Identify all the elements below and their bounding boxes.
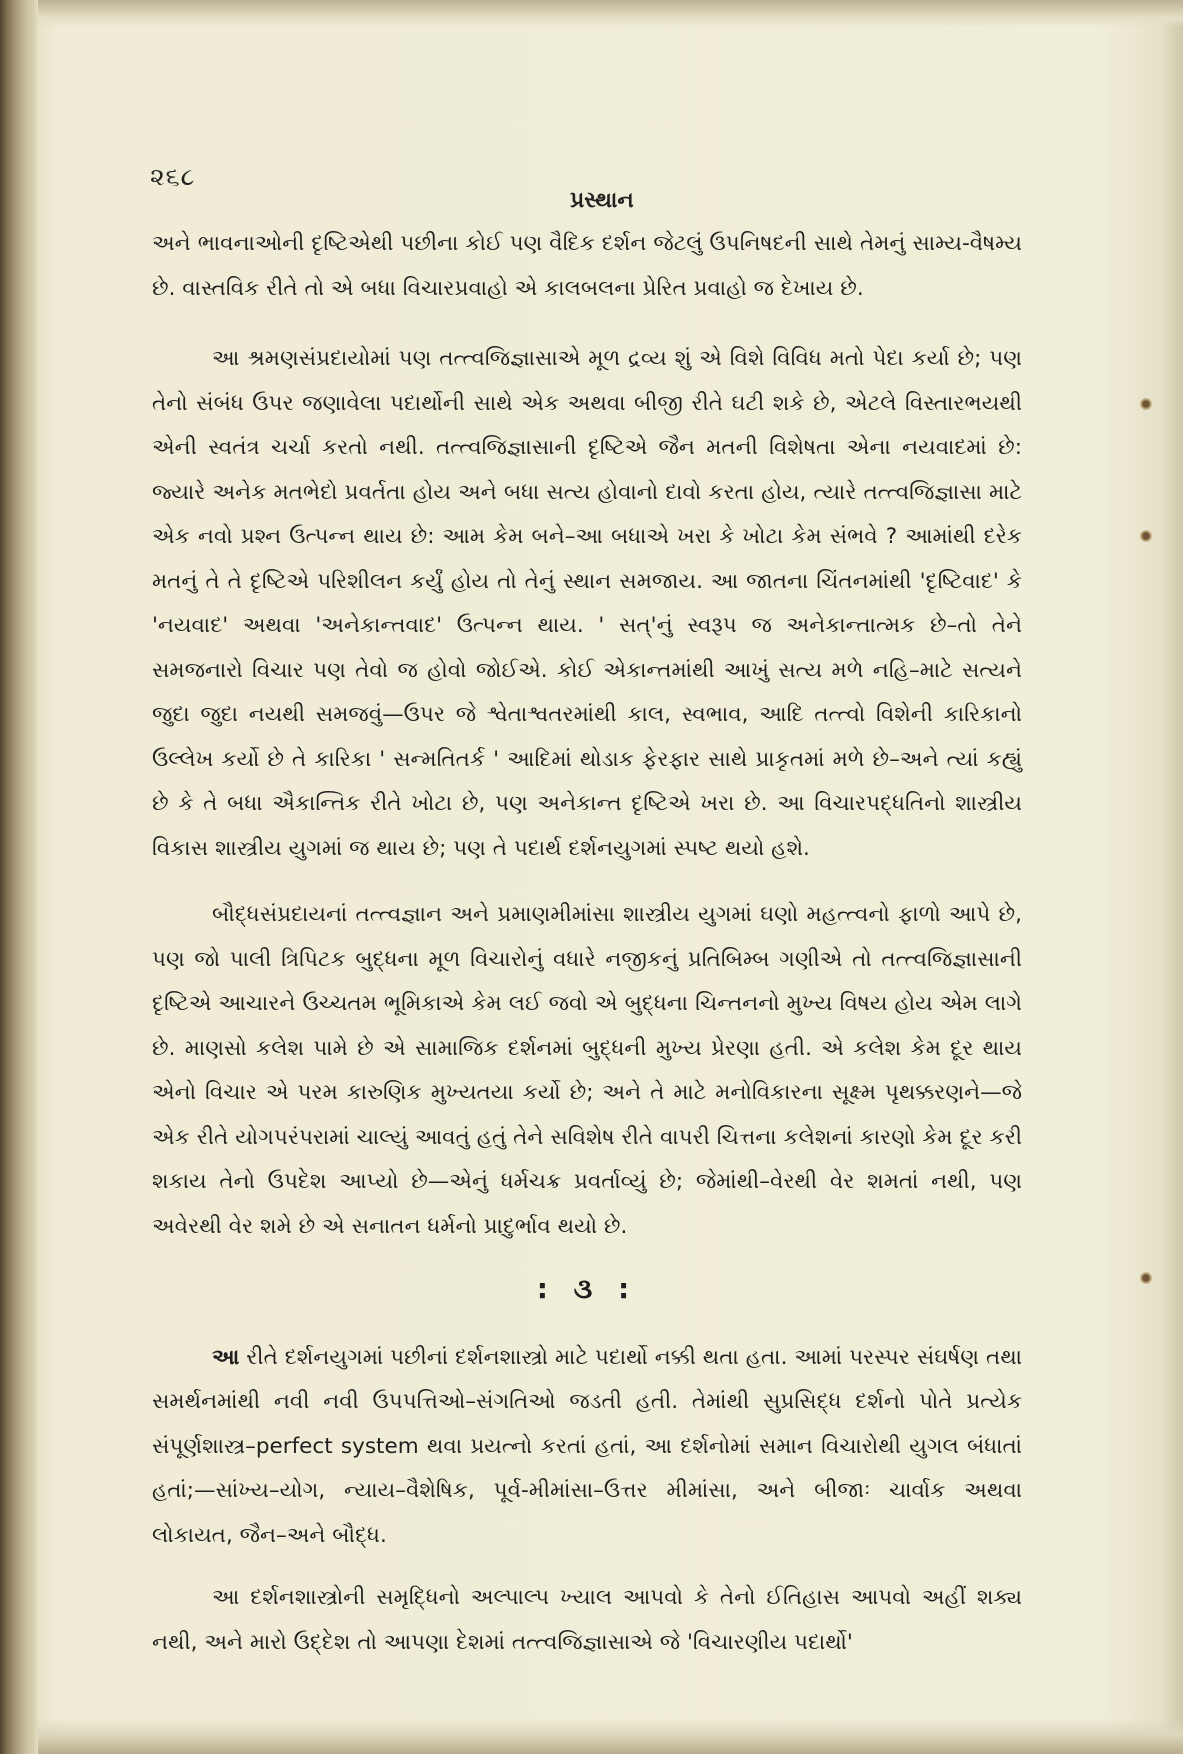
- binding-hole: [1140, 530, 1152, 542]
- paragraph-4: [152, 1336, 1022, 1559]
- binding-hole: [1140, 1272, 1152, 1284]
- page-bottom-edge: [38, 1718, 1183, 1754]
- paragraph-1: અને ભાવનાઓની દૃષ્ટિએથી પછીના કોઈ પણ વૈદિક દર્શન જેટલું ઉપનિષદની સાથે તેમનું સામ્ય-વૈષમ્ય છે. વાસ્તવિક રીતે તો એ બધા વિચારપ્રવાહો એ કાલબલના પ્રેરિત પ્રવાહો જ દેખાય છે.: [152, 231, 1022, 301]
- paragraph-2: આ શ્રમણસંપ્રદાયોમાં પણ તત્ત્વજિજ્ઞાસાએ મૂળ દ્રવ્ય શું એ વિશે વિવિધ મતો પેદા કર્યા છે; પણ તેનો સંબંધ ઉપર જણાવેલા પદાર્થોની સાથે એક અથવા બીજી રીતે ઘટી શકે છે, એટલે વિસ્તારભયથી એની સ્વતંત્ર ચર્ચા કરતો નથી. તત્ત્વજિજ્ઞાસાની દૃષ્ટિએ જૈન મતની વિશેષતા એના નયવાદમાં છે: જ્યારે અનેક મતભેદો પ્રવર્તતા હોય અને બધા સત્ય હોવાનો દાવો કરતા હોય, ત્યારે તત્ત્વજિજ્ઞાસા માટે એક નવો પ્રશ્ન ઉત્પન્ન થાય છે: આમ કેમ બને–આ બધાએ ખરા કે ખોટા કેમ સંભવે ? આમાંથી દરેક મતનું તે તે દૃષ્ટિએ પરિશીલન કર્યું હોય તો તેનું સ્થાન સમજાય. આ જાતના ચિંતનમાંથી 'દૃષ્ટિવાદ' કે 'નયવાદ' અથવા 'અનેકાન્તવાદ' ઉત્પન્ન થાય. ' સત્'નું સ્વરૂપ જ અનેકાન્તાત્મક છે–તો તેને સમજનારો વિચાર પણ તેવો જ હોવો જોઈએ. કોઈ એકાન્તમાંથી આખું સત્ય મળે નહિ–માટે સત્યને જુદા જુદા નયથી સમજવું—ઉપર જે શ્વેતાશ્વતરમાંથી કાલ, સ્વભાવ, આદિ તત્ત્વો વિશેની કારિકાનો ઉલ્લેખ કર્યો છે તે કારિકા ' સન્મતિતર્ક ' આદિમાં થોડાક ફેરફાર સાથે પ્રાકૃતમાં મળે છે–અને ત્યાં કહ્યું છે કે તે બધા ઐકાન્તિક રીતે ખોટા છે, પણ અનેકાન્ત દૃષ્ટિએ ખરા છે. આ વિચારપદ્ધતિનો શાસ્ત્રીય વિકાસ શાસ્ત્રીય યુગમાં જ થાય છે; પણ તે પદાર્થ દર્શનયુગમાં સ્પષ્ટ થયો હશે.: [152, 346, 1022, 861]
- running-head: પ્રસ્થાન: [570, 188, 634, 213]
- paragraph-5: આ દર્શનશાસ્ત્રોની સમૃદ્ધિનો અલ્પાલ્પ ખ્યાલ આપવો કે તેનો ઈતિહાસ આપવો અહીં શક્ય નથી, અને મારો ઉદ્દેશ તો આપણા દેશમાં તત્ત્વજિજ્ઞાસાએ જે 'વિચારણીય પદાર્થો': [152, 1585, 1022, 1655]
- page-number: ૨૬૮: [150, 162, 196, 191]
- page-top-edge: [38, 0, 1183, 28]
- paragraph-4-lead: આ: [212, 1344, 240, 1370]
- paragraph-3: બૌદ્ધસંપ્રદાયનાં તત્ત્વજ્ઞાન અને પ્રમાણમીમાંસા શાસ્ત્રીય યુગમાં ઘણો મહત્ત્વનો ફાળો આપે છે, પણ જો પાલી ત્રિપિટક બુદ્ધના મૂળ વિચારોનું વધારે નજીકનું પ્રતિબિમ્બ ગણીએ તો તત્ત્વજિજ્ઞાસાની દૃષ્ટિએ આચારને ઉચ્ચતમ ભૂમિકાએ કેમ લઈ જવો એ બુદ્ધના ચિન્તનનો મુખ્ય વિષય હોય એમ લાગે છે. માણસો કલેશ પામે છે એ સામાજિક દર્શનમાં બુદ્ધની મુખ્ય પ્રેરણા હતી. એ કલેશ કેમ દૂર થાય એનો વિચાર એ પરમ કારુણિક મુખ્યતયા કર્યો છે; અને તે માટે મનોવિકારના સૂક્ષ્મ પૃથક્કરણને—જે એક રીતે યોગપરંપરામાં ચાલ્યું આવતું હતું તેને સવિશેષ રીતે વાપરી ચિત્તના કલેશનાં કારણો કેમ દૂર કરી શકાય તેનો ઉપદેશ આપ્યો છે—એનું ધર્મચક્ર પ્રવર્તાવ્યું છે; જેમાંથી–વેરથી વેર શમતાં નથી, પણ અવેરથી વેર શમે છે એ સનાતન ધર્મનો પ્રાદુર્ભાવ થયો છે.: [152, 902, 1022, 1239]
- section-number: : ૩ :: [536, 1272, 638, 1305]
- page-body: [152, 222, 1022, 1665]
- binding-hole: [1140, 398, 1152, 410]
- book-gutter: [0, 0, 38, 1754]
- paragraph-4-text: રીતે દર્શનયુગમાં પછીનાં દર્શનશાસ્ત્રો માટે પદાર્થો નક્કી થતા હતા. આમાં પરસ્પર સંઘર્ષણ તથા સમર્થનમાંથી નવી નવી ઉપપત્તિઓ–સંગતિઓ જડતી હતી. તેમાંથી સુપ્રસિદ્ધ દર્શનો પોતે પ્રત્યેક સંપૂર્ણશાસ્ત્ર–perfect system થવા પ્રયત્નો કરતાં હતાં, આ દર્શનોમાં સમાન વિચારોથી યુગલ બંધાતાં હતાં;—સાંખ્ય–યોગ, ન્યાય–વૈશેષિક, પૂર્વ-મીમાંસા–ઉત્તર મીમાંસા, અને બીજાઃ ચાર્વાક અથવા લોકાયત, જૈન–અને બૌદ્ધ.: [152, 1344, 1022, 1548]
